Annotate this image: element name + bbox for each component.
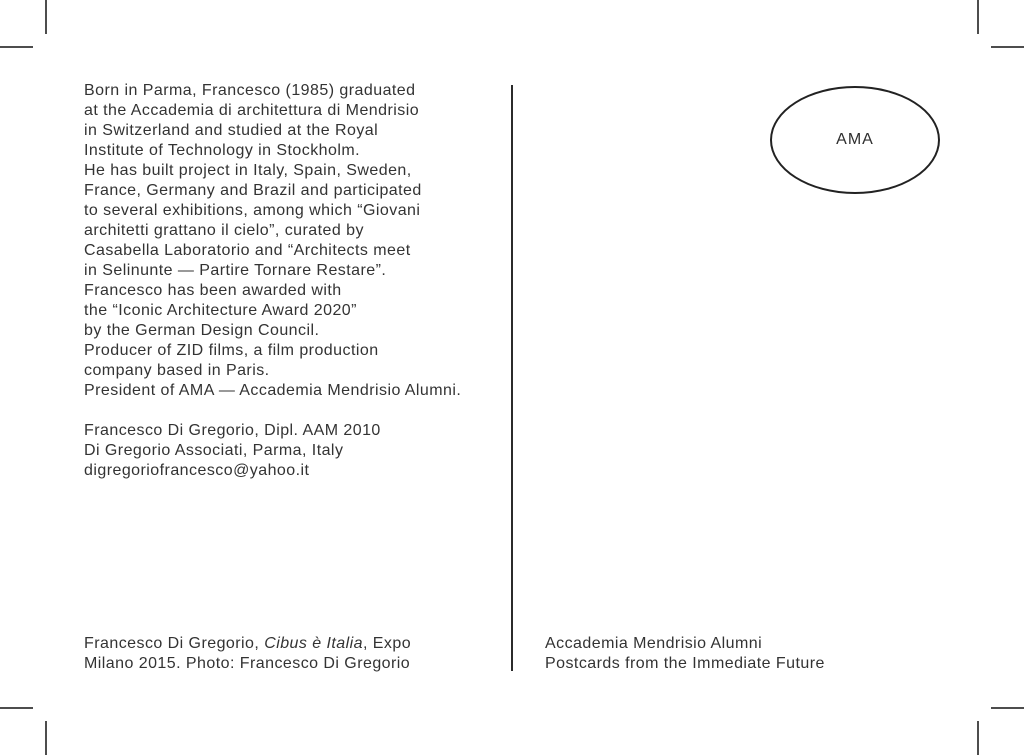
column-divider-rule <box>511 85 513 671</box>
crop-mark-top-right-vertical <box>977 0 979 34</box>
crop-mark-top-left-horizontal <box>0 46 33 48</box>
caption-prefix: Francesco Di Gregorio, <box>84 635 265 652</box>
bio-line: architetti grattano il cielo”, curated by <box>84 222 364 239</box>
crop-mark-bottom-right-vertical <box>977 721 979 755</box>
bio-line: He has built project in Italy, Spain, Sweden, <box>84 162 412 179</box>
bio-line: company based in Paris. <box>84 362 270 379</box>
contact-studio-line: Di Gregorio Associati, Parma, Italy <box>84 442 344 459</box>
crop-mark-bottom-left-horizontal <box>0 707 33 709</box>
bio-line: Producer of ZID films, a film production <box>84 342 379 359</box>
crop-mark-top-left-vertical <box>45 0 47 34</box>
bio-line: France, Germany and Brazil and participated <box>84 182 422 199</box>
crop-mark-top-right-horizontal <box>991 46 1024 48</box>
bio-line: Casabella Laboratorio and “Architects meet <box>84 242 411 259</box>
series-caption-line-2: Postcards from the Immediate Future <box>545 655 825 672</box>
bio-line: Institute of Technology in Stockholm. <box>84 142 361 159</box>
bio-line: in Selinunte — Partire Tornare Restare”. <box>84 262 387 279</box>
contact-email: digregoriofrancesco@yahoo.it <box>84 462 310 479</box>
bio-line: Born in Parma, Francesco (1985) graduated <box>84 82 416 99</box>
caption-suffix: , Expo <box>362 635 412 652</box>
bio-line: by the German Design Council. <box>84 322 320 339</box>
biography-text <box>84 81 461 401</box>
photo-caption-line-2: Milano 2015. Photo: Francesco Di Gregorio <box>84 655 411 672</box>
photo-caption <box>84 634 411 674</box>
ama-ellipse-logo <box>770 86 940 194</box>
bio-line: to several exhibitions, among which “Giovani <box>84 202 421 219</box>
photo-caption-line-1 <box>84 634 411 654</box>
bio-line: the “Iconic Architecture Award 2020” <box>84 302 357 319</box>
contact-name-line: Francesco Di Gregorio, Dipl. AAM 2010 <box>84 422 381 439</box>
series-caption <box>545 634 825 674</box>
contact-block <box>84 421 381 481</box>
bio-line: Francesco has been awarded with <box>84 282 342 299</box>
crop-mark-bottom-left-vertical <box>45 721 47 755</box>
series-caption-line-1: Accademia Mendrisio Alumni <box>545 635 763 652</box>
bio-line: President of AMA — Accademia Mendrisio Alumni. <box>84 382 462 399</box>
bio-line: in Switzerland and studied at the Royal <box>84 122 379 139</box>
crop-mark-bottom-right-horizontal <box>991 707 1024 709</box>
caption-work-title: Cibus è Italia <box>264 635 363 652</box>
bio-line: at the Accademia di architettura di Mendrisio <box>84 102 420 119</box>
ama-logo-label: AMA <box>836 131 874 148</box>
